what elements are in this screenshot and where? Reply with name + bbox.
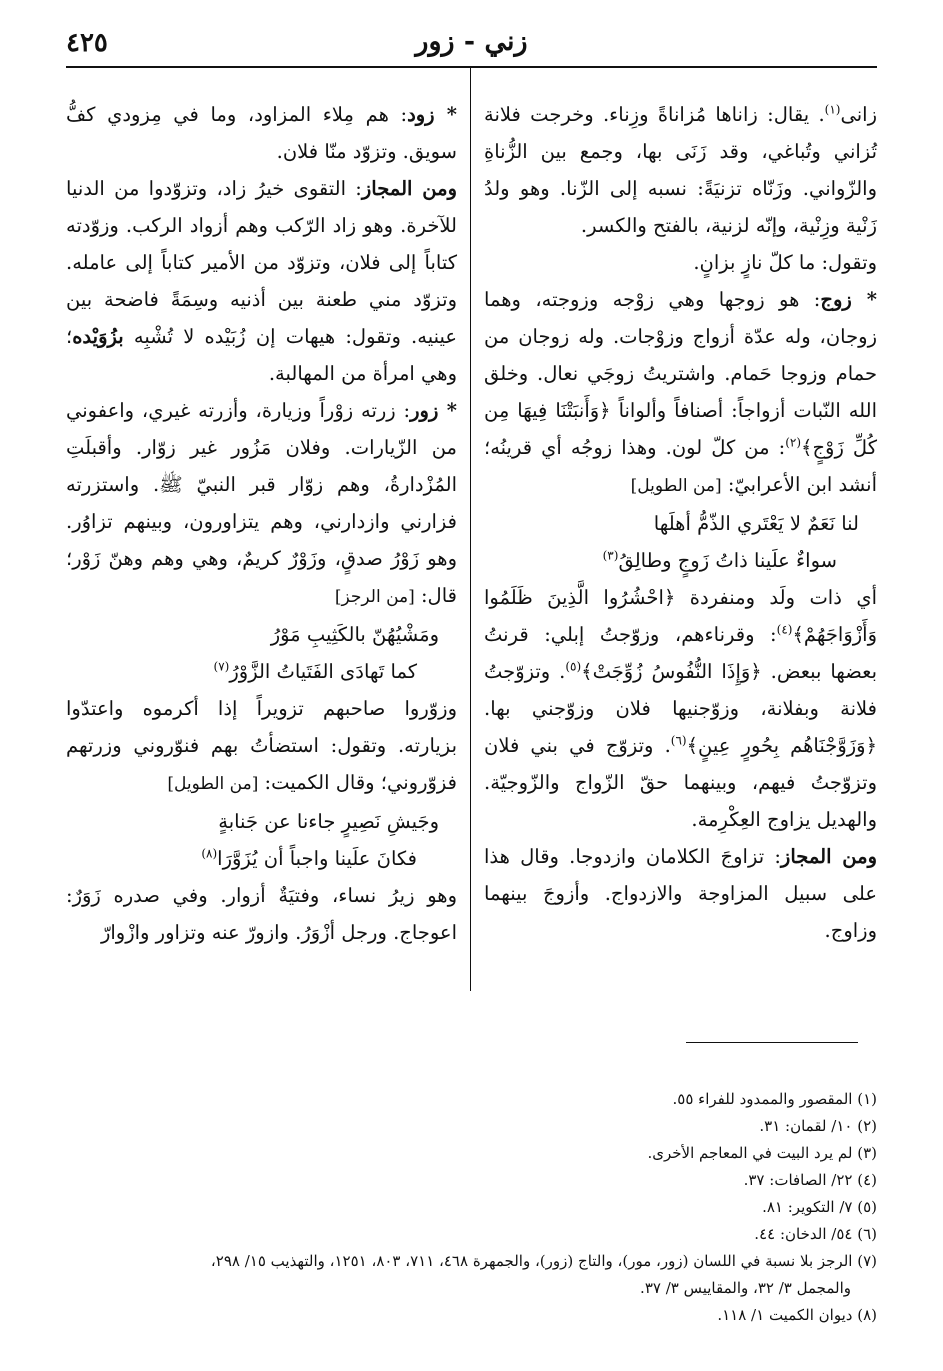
majaz-bold-word: بزُوَيْده — [72, 325, 124, 348]
right-column — [484, 96, 877, 949]
footnote-6: (٦) ٥٤/ الدخان: ٤٤. — [754, 1225, 877, 1243]
footnote-7: (٧) الرجز بلا نسبة في اللسان (زور، مور)، والتاج (زور)، والجمهرة ٤٦٨، ٧١١، ٨٠٣، ١٢٥١، والتهذيب ١٥/ ٢٩٨، — [210, 1252, 877, 1270]
verse-2a: ومَشْيُهُنّ بالكَثِيبِ مَوْرُ — [270, 623, 439, 646]
running-title: زني - زور — [415, 26, 528, 57]
zawj-text-3: أي ذات ولَد ومنفردة — [689, 586, 877, 609]
meter-label-1: [من الطويل] — [630, 476, 722, 496]
zani-saying: وتقول: ما كلّ نازٍ بزانٍ. — [693, 251, 877, 274]
majaz-head-right: ومن المجاز — [780, 845, 877, 868]
footnote-3: (٣) لم يرد البيت في المعاجم الأخرى. — [647, 1144, 877, 1162]
entry-head-zawd: * زود — [407, 103, 457, 126]
verse-2b-text: كما تَهادَى الفَتَياتُ الزَّوْرُ — [229, 660, 417, 683]
footnote-rule — [686, 1042, 858, 1043]
verse-3a: وجَيشِ نَصِيرٍ جاءنا عن جَنابةٍ — [218, 810, 439, 833]
column-divider — [470, 67, 471, 991]
footnote-ref-1[interactable]: (١) — [824, 102, 841, 117]
zani-entry — [484, 96, 877, 244]
footnote-ref-5[interactable]: (٥) — [565, 659, 582, 674]
footnotes — [66, 1086, 877, 1329]
verse-1b — [484, 542, 877, 579]
quran-quote-4: ﴿وَزَوَّجْنَاهُم بِحُورٍ عِينٍ﴾ — [686, 734, 877, 757]
entry-zawr — [66, 392, 457, 616]
footnote-2: (٢) ١٠/ لقمان: ٣١. — [759, 1117, 877, 1135]
footnote-ref-8[interactable]: (٨) — [201, 846, 218, 861]
majaz-zawj — [484, 838, 877, 949]
quran-quote-1: ﴿وَأَنبَتْنَا فِيهَا مِن كُلِّ زَوْجٍ﴾ — [484, 399, 877, 459]
majaz-zawd — [66, 170, 457, 392]
majaz-text-left: : التقوى خيرُ زاد، وتزوّدوا من الدنيا للآخرة. وهو زاد الرّكب وهم أزواد الركب. وزوّدته كتاباً إلى فلان، وتزوّد من الأمير كتاباً إلى عامله. وتزوّد مني طعنة بين أذنيه وسِمَةً فاضحة بين عينيه. وتقول: هيهات إن زُبَيْده لا تُشْبِه — [66, 177, 457, 348]
zawj-continued — [484, 579, 877, 838]
footnote-7-cont: والمجمل ٣/ ٣٢، والمقاييس ٣/ ٣٧. — [640, 1279, 851, 1297]
entry-zawd — [66, 96, 457, 170]
zawr-text-1: : زرته زوْراً وزيارة، وأزرته غيري، واعفوني من الزّيارات. وفلان مَزُور غير زوّار. وأقبلَتِ المُزْدارةُ، وهم زوّار قبر النبيّ ﷺ. واستزرته فزارني وازدارني، وهم يتزاورون، وبينهم تزاوُر. وهو زَوْرُ صدقٍ، وزَوْرٌ كريمٌ، وهي وهم وهنّ زَوْر؛ قال: — [66, 399, 457, 607]
zani-text: . يقال: زاناها مُزاناةً وزِناء. وخرجت فلانة تُزاني وتُباغي، وقد زَنَى بها، وجمع بين الزُّناةِ والزّواني. وزَنّاه تزنيَةً: نسبه إلى الزّنا. وهو ولدُ زَنْية وزِنْية، وإنّه لزنية، بالفتح والكسر. — [484, 103, 877, 237]
verse-1a: لنا نَعَمٌ لا يَعْتَري الذّمُّ أهلَها — [653, 512, 859, 535]
footnote-ref-6[interactable]: (٦) — [670, 733, 687, 748]
zawr-continued — [66, 690, 457, 803]
footnote-ref-4[interactable]: (٤) — [776, 622, 793, 637]
majaz-text-left-2: ؛ وهي امرأة من المهالبة. — [66, 325, 457, 385]
footnote-5: (٥) ٧/ التكوير: ٨١. — [762, 1198, 877, 1216]
zawj-text-2: : من كلّ لون. وهذا زوجُه أي قرينُه؛ أنشد ابن الأعرابيّ: — [484, 436, 877, 496]
verse-3b-text: فكانَ علَينا واجباً أن يُزَوَّرَا — [217, 847, 417, 870]
footnote-ref-3[interactable]: (٣) — [602, 548, 619, 563]
zawj-text-1: : هو زوجها وهي زوْجه وزوجته، وهما زوجان، وله عدّة أزواج وزوْجات. وله زوجان من حمام وزوجا حَمام. واشتريتُ زوجَي نعال. وخلق الله النّبات أزواجاً: أصنافاً وألواناً — [484, 288, 877, 422]
footnote-8: (٨) ديوان الكميت ١/ ١١٨. — [717, 1306, 877, 1324]
majaz-head-left: ومن المجاز — [361, 177, 458, 200]
footnote-ref-7[interactable]: (٧) — [213, 659, 230, 674]
verse-1b-text: سواءٌ علَينا ذاتُ زَوجٍ وطالِقُ — [618, 549, 837, 572]
meter-label-rajaz: [من الرجز] — [334, 587, 415, 607]
verse-2b — [66, 653, 457, 690]
zawr-end: وهو زيرُ نساء، وفتيَةٌ أزوار. وفي صدره زَوَرٌ: اعوجاج. ورجل أزْوَرُ. وازورّ عنه وتزاور وازْوارّ — [66, 884, 457, 944]
entry-zawj — [484, 281, 877, 505]
footnote-ref-2[interactable]: (٢) — [785, 435, 802, 450]
page-number: ٤٢٥ — [66, 28, 108, 58]
meter-label-tawil: [من الطويل] — [167, 774, 259, 794]
zawr-text-2: وزوّروا صاحبهم تزويراً إذا أكرموه واعتدّوا بزيارته. وتقول: استضأتُ بهم فنوّروني وزرتهم فزوّروني؛ وقال الكميت: — [66, 697, 457, 794]
footnote-1: (١) المقصور والممدود للفراء ٥٥. — [672, 1090, 877, 1108]
quran-quote-2: ﴿احْشُرُوا الَّذِينَ ظَلَمُوا وَأَزْوَاجَهُمْ﴾ — [484, 586, 877, 646]
header-rule — [66, 66, 877, 68]
zawj-text-5: . وتزوّجتُ فلانة وبفلانة، وزوّجنيها فلان وزوّجني بها. — [484, 660, 877, 720]
zawj-text-4: : وقرناءهم، وزوّجتُ إبلي: قرنتُ بعضها ببعض. — [484, 623, 877, 683]
zawj-text-6: . وتزوّج في بني فلان وتزوّجتُ فيهم، وبينهما حقّ الزّواج والزّوجيّة. والهديل يزاوج العِكْرِمة. — [484, 734, 877, 831]
entry-head-zawj: * زوج — [820, 288, 877, 311]
majaz-text-right: : تزاوجَ الكلامان وازدوجا. وقال هذا على سبيل المزاوجة والازدواج. وأزوجَ بينهما وزاوج. — [484, 845, 877, 942]
footnote-4: (٤) ٢٢/ الصافات: ٣٧. — [743, 1171, 877, 1189]
verse-3b — [66, 840, 457, 877]
entry-head-zawr: * زور — [410, 399, 457, 422]
headword-zani: زانى — [840, 103, 877, 126]
page-header — [66, 22, 877, 68]
zawd-text: : هم مِلاء المزاود، وما في مِزودي كفُّ سويق. وتزوّد منّا فلان. — [66, 103, 457, 163]
left-column — [66, 96, 457, 951]
quran-quote-3: ﴿وَإِذَا النُّفُوسُ زُوِّجَتْ﴾ — [581, 660, 762, 683]
